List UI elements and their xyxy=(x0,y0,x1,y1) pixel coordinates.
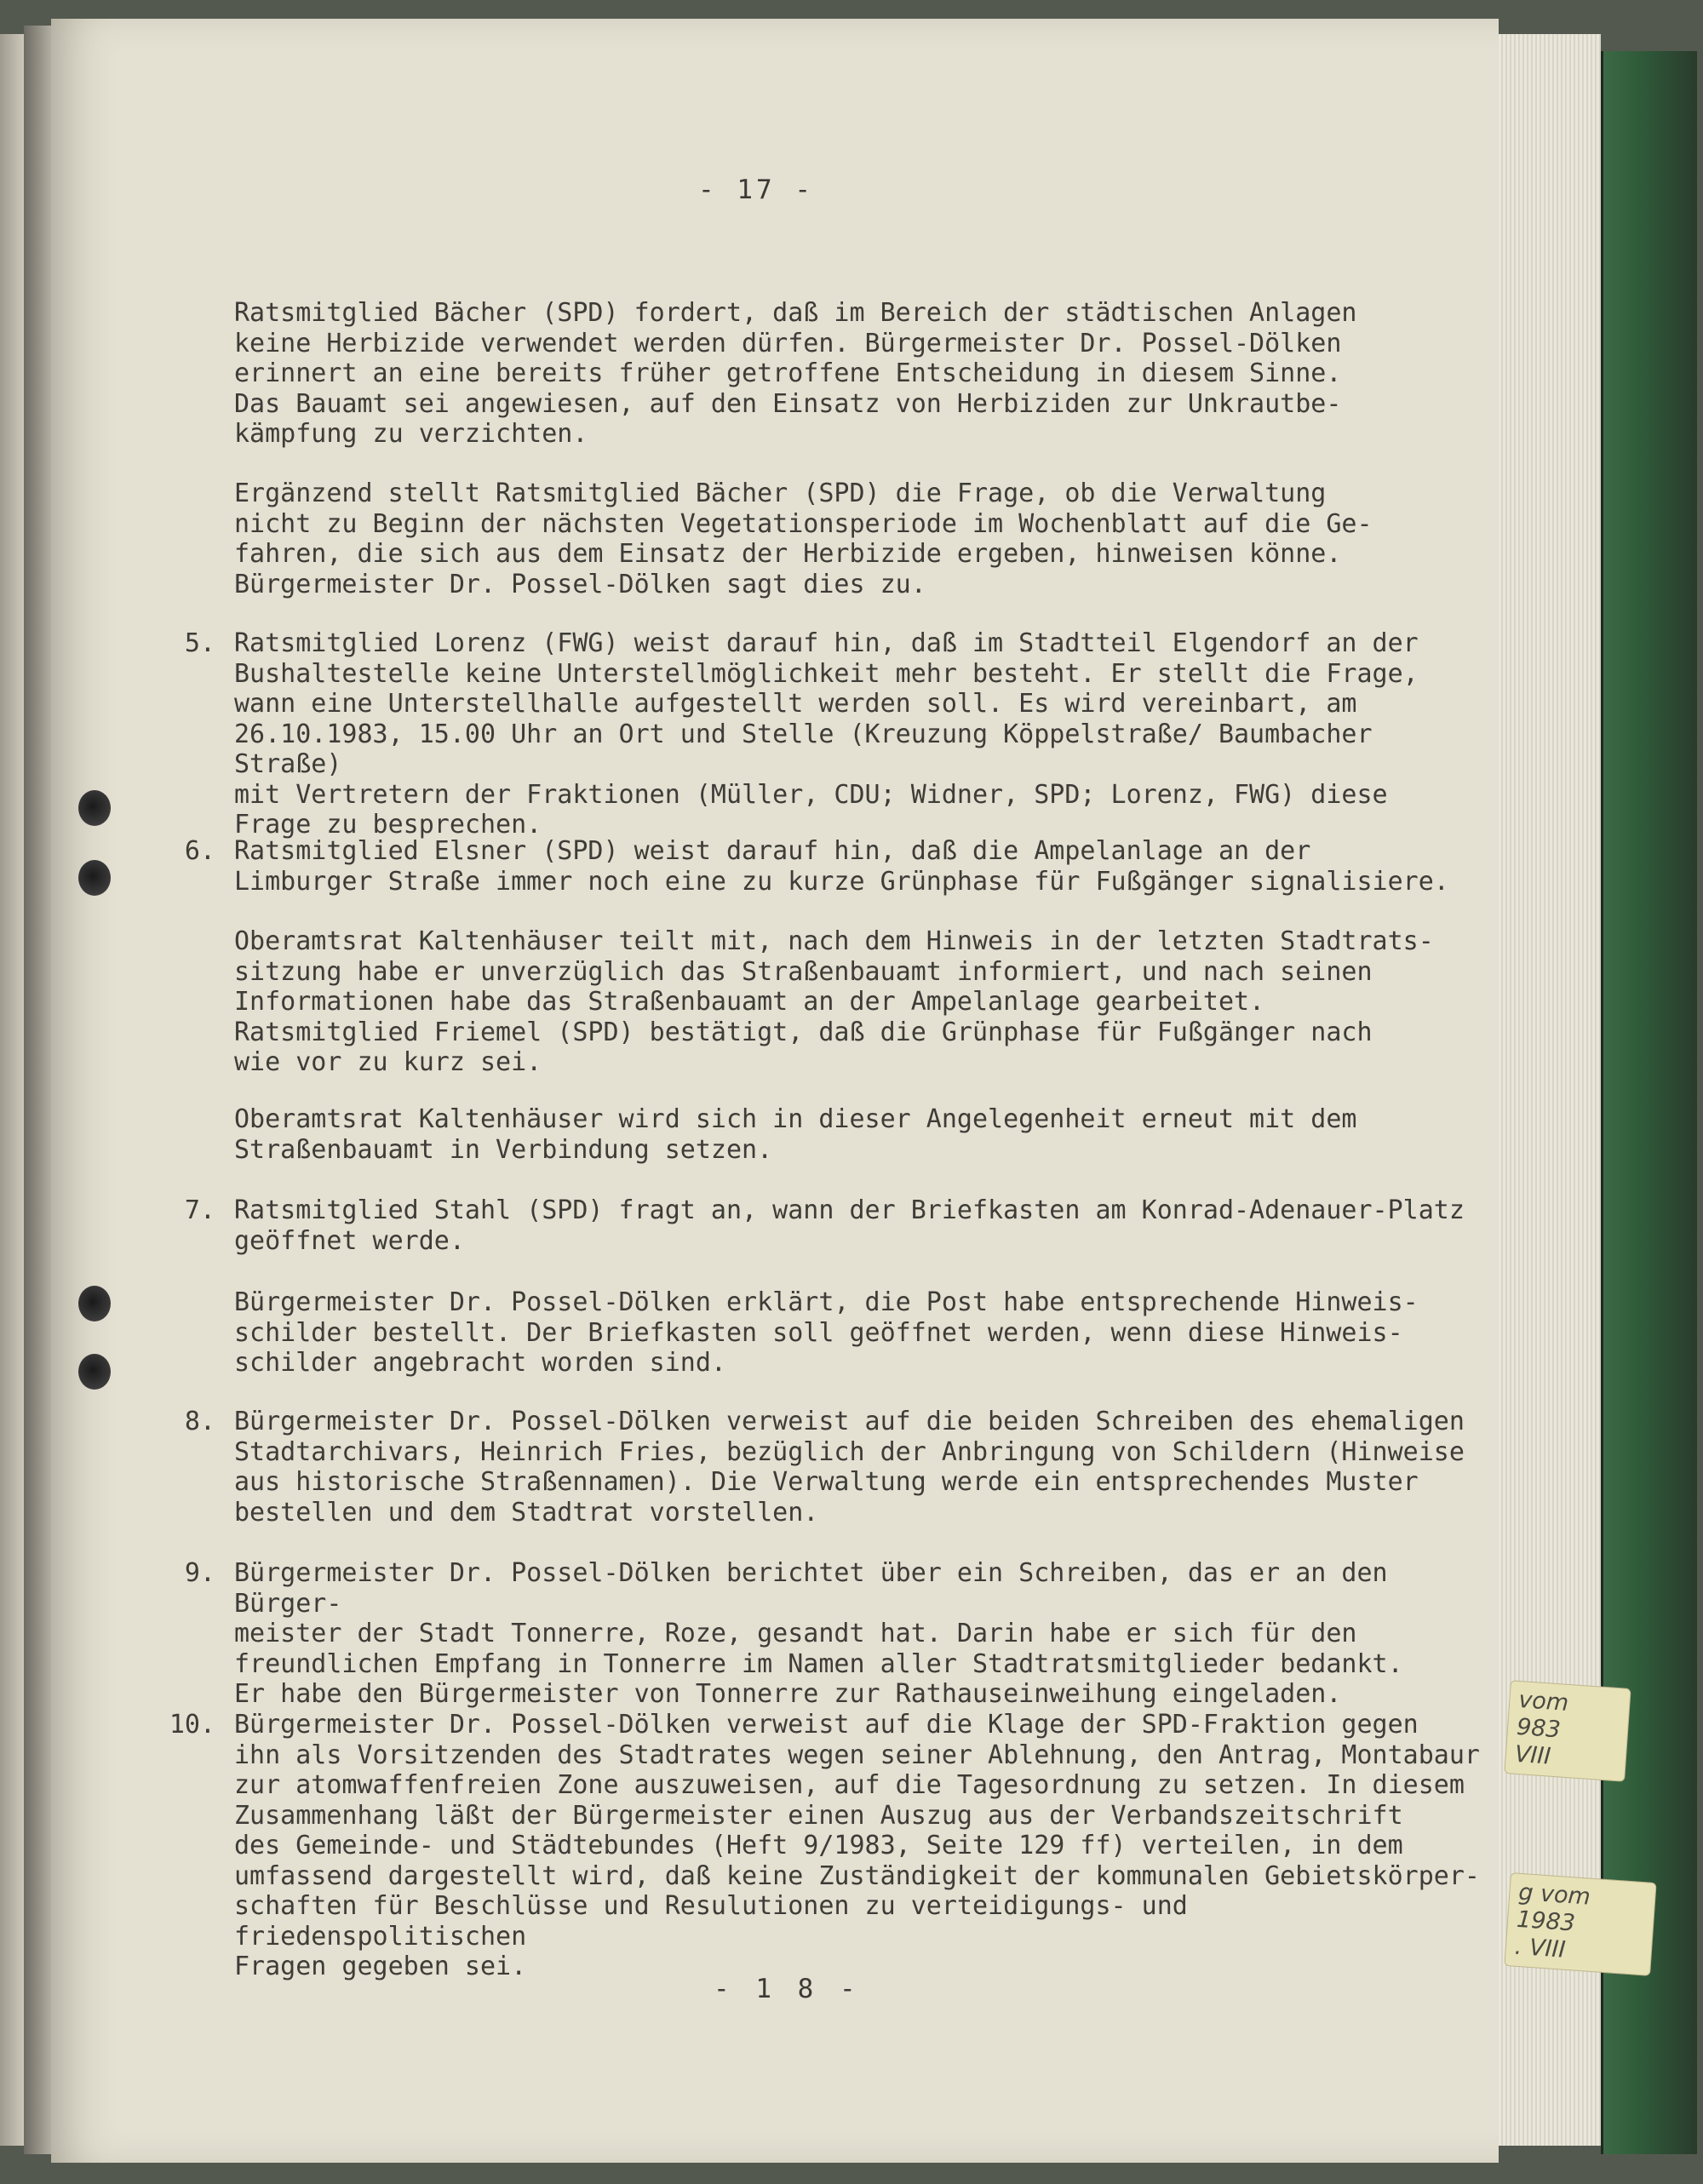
item-7-response: Bürgermeister Dr. Possel-Dölken erklärt, die Post habe entsprechende Hinweis- schilder bestellt. Der Briefkasten soll geöffnet werden, wenn diese Hinweis- schilder angebracht worden sind. xyxy=(234,1287,1419,1378)
item-number-7: 7. xyxy=(184,1195,215,1225)
item-number-10: 10. xyxy=(169,1710,215,1740)
item-6-text: Ratsmitglied Elsner (SPD) weist darauf hin, daß die Ampelanlage an der Limburger Straße immer noch eine zu kurze Grünphase für Fußgänger signalisiere. xyxy=(234,836,1449,897)
index-tab-1 xyxy=(1504,1680,1631,1782)
item-6-response: Oberamtsrat Kaltenhäuser teilt mit, nach dem Hinweis in der letzten Stadtrats- sitzung habe er unverzüglich das Straßenbauamt informiert, und nach seinen Informationen habe das Straßenbauamt an der Ampelanlage gearbeitet. Ratsmitglied Friemel (SPD) bestätigt, daß die Grünphase für Fußgänger nach wie vor zu kurz sei. xyxy=(234,926,1434,1077)
left-page-edge xyxy=(0,34,26,2146)
item-5-text: Ratsmitglied Lorenz (FWG) weist darauf hin, daß im Stadtteil Elgendorf an der Bushaltestelle keine Unterstellmöglichkeit mehr besteht. Er stellt die Frage, wann eine Unterstellhalle aufgestellt werden soll. Es wird vereinbart, am 26.10.1983, 15.00 Uhr an Ort und Stelle (Kreuzung Köppelstraße/ Baumbacher Straße) mit Vertretern der Fraktionen (Müller, CDU; Widner, SPD; Lorenz, FWG) diese Frage zu besprechen. xyxy=(234,628,1419,840)
tab-label: vom 983 VIII xyxy=(1513,1686,1570,1770)
item-9-text: Bürgermeister Dr. Possel-Dölken berichtet über ein Schreiben, das er an den Bürger- meister der Stadt Tonnerre, Roze, gesandt hat. Darin habe er sich für den freundlichen Empfang in Tonnerre im Namen aller Stadtratsmitglieder bedankt. Er habe den Bürgermeister von Tonnerre zur Rathauseinweihung eingeladen. xyxy=(234,1558,1403,1709)
index-tab-2 xyxy=(1504,1872,1656,1976)
item-10-text: Bürgermeister Dr. Possel-Dölken verweist auf die Klage der SPD-Fraktion gegen ihn als Vorsitzenden des Stadtrates wegen seiner Ablehnung, den Antrag, Montabaur zur atomwaffenfreien Zone auszuweisen, auf die Tagesordnung zu setzen. In diesem Zusammenhang läßt der Bürgermeister einen Auszug aus der Verbandszeitschrift des Gemeinde- und Städtebundes (Heft 9/1983, Seite 129 ff) verteilen, in dem umfassend dargestellt wird, daß keine Zuständigkeit der kommunalen Gebietskörper- schaften für Beschlüsse und Resulutionen zu verteidigungs- und friedenspolitischen Fragen gegeben sei. xyxy=(234,1710,1480,1981)
punch-hole xyxy=(78,860,111,896)
page-stack-edge xyxy=(1499,34,1601,2146)
page-number: - 17 - xyxy=(698,175,814,205)
item-number-6: 6. xyxy=(184,836,215,866)
item-number-9: 9. xyxy=(184,1558,215,1588)
paragraph-vegetation: Ergänzend stellt Ratsmitglied Bächer (SPD) die Frage, ob die Verwaltung nicht zu Beginn der nächsten Vegetationsperiode im Wochenblatt auf die Ge- fahren, die sich aus dem Einsatz der Herbizide ergeben, hinweisen könne. Bürgermeister Dr. Possel-Dölken sagt dies zu. xyxy=(234,479,1373,599)
item-number-5: 5. xyxy=(184,628,215,658)
item-7-text: Ratsmitglied Stahl (SPD) fragt an, wann der Briefkasten am Konrad-Adenauer-Platz geöffnet werde. xyxy=(234,1195,1465,1256)
punch-hole xyxy=(78,1286,111,1321)
item-number-8: 8. xyxy=(184,1407,215,1436)
binder-cover xyxy=(1601,51,1697,2154)
item-8-text: Bürgermeister Dr. Possel-Dölken verweist auf die beiden Schreiben des ehemaligen Stadtarchivars, Heinrich Fries, bezüglich der Anbringung von Schildern (Hinweise aus historische Straßennamen). Die Verwaltung werde ein entsprechendes Muster bestellen und dem Stadtrat vorstellen. xyxy=(234,1407,1465,1528)
next-page-marker: - 1 8 - xyxy=(714,1974,861,2004)
item-6-followup: Oberamtsrat Kaltenhäuser wird sich in dieser Angelegenheit erneut mit dem Straßenbauamt in Verbindung setzen. xyxy=(234,1104,1357,1165)
punch-hole xyxy=(78,790,111,826)
tab-label: g vom 1983 . VIII xyxy=(1513,1878,1591,1963)
punch-hole xyxy=(78,1354,111,1390)
paragraph-herbicides: Ratsmitglied Bächer (SPD) fordert, daß im Bereich der städtischen Anlagen keine Herbizide verwendet werden dürfen. Bürgermeister Dr. Possel-Dölken erinnert an eine bereits früher getroffene Entscheidung in diesem Sinne. Das Bauamt sei angewiesen, auf den Einsatz von Herbiziden zur Unkrautbe- kämpfung zu verzichten. xyxy=(234,298,1357,449)
